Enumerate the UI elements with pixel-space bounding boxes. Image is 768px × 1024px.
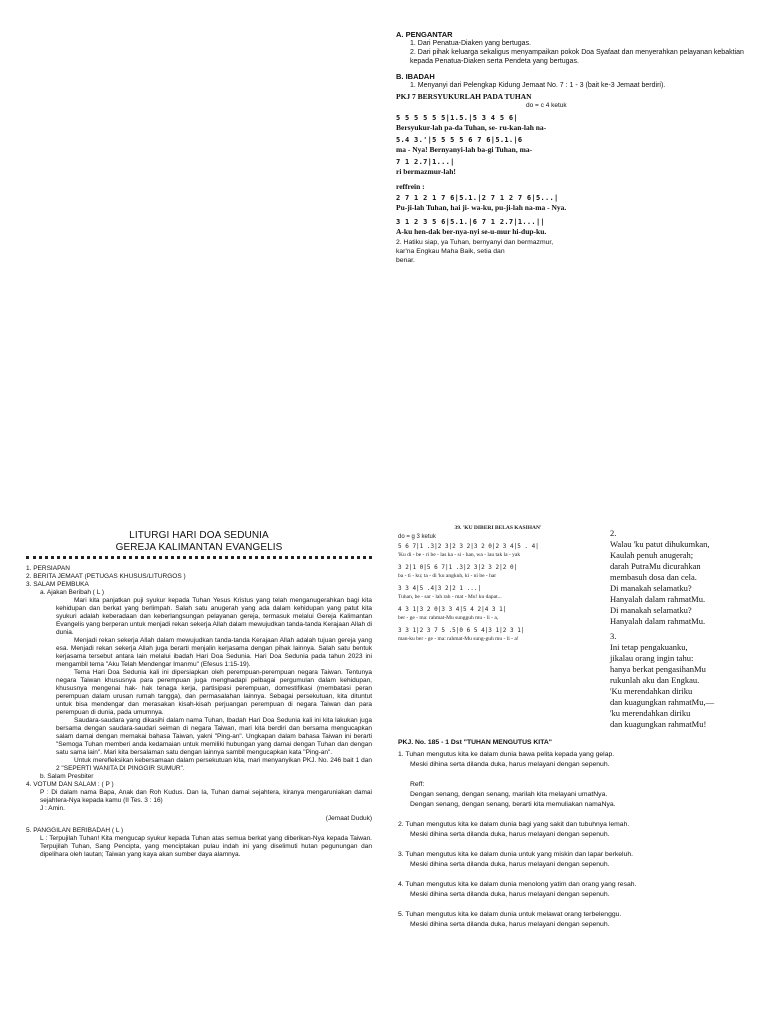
- score-lyrics: Pu-ji-lah Tuhan, hai ji- wa-ku, pu-ji-lah na-ma - Nya.: [396, 203, 567, 212]
- score-lyrics: man-ku ber - ge - ma: rahmat-Mu sung-guh mu - li - a!: [398, 636, 519, 642]
- score-title: 39. 'KU DIBERI BELAS KASIHAN': [454, 525, 542, 531]
- score-notes: 3 2|1 0|5 6 7|1 .3|2 3|2 3 2|2 0|: [398, 564, 518, 571]
- pkj-verse: [398, 820, 748, 840]
- verse-line: hanya berkat pengasihanMu: [610, 664, 706, 674]
- pengantar-item: 1. Dari Penatua-Diaken yang bertugas.: [410, 40, 532, 47]
- pengantar-item: 2. Dari pihak keluarga sekaligus menyampaikan pokok Doa Syafaat dan menyerahkan pelayanan kebaktian kepada Penatua-Diaken serta Pendeta yang bertugas.: [410, 49, 744, 65]
- pkj-line: Meski dihina serta dilanda duka, harus melayani dengan sepenuh.: [410, 921, 610, 928]
- pkj-verse: [398, 750, 748, 770]
- verse-line: darah PutraMu dicurahkan: [610, 561, 701, 571]
- title-divider: [26, 556, 372, 559]
- verse-line: benar.: [396, 257, 415, 264]
- liturgy-item: 4. VOTUM DAN SALAM : ( P ): [26, 781, 114, 788]
- pkj-line: 3. Tuhan mengutus kita ke dalam dunia untuk yang miskin dan lapar berkeluh.: [398, 851, 634, 858]
- reffrein-label: reffrein :: [396, 182, 425, 191]
- score-notes: 5 6 7|1 .3|2 3|2 3 2|3 2 0|2 3 4|5 . 4|: [398, 543, 539, 550]
- pkj-line: Dengan senang, dengan senang, marilah kita melayani umatNya.: [410, 791, 608, 798]
- votum-jemaat: J : Amin.: [40, 805, 65, 812]
- paragraph: Menjadi rekan sekerja Allah dalam mewujudkan tanda-tanda Kerajaan Allah adalah tujuan gereja yang esa. Menjadi rekan sekerja Allah juga berarti menjalin kerjasama dengan pihak lainnya. Salah satu bentuk kerjasama tersebut antara lain melalui ibadah Hari Doa Sedunia. Hari Doa Sedunia pada tahun 2023 ini mengambil tema "Aku Telah Mendengar Imanmu" (Efesus 1:15-19).: [56, 637, 372, 668]
- score-notes: 3 1 2 3 5 6|5.1.|6 7 1 2.7|1...||: [396, 218, 545, 226]
- pkj-verse: [398, 910, 748, 930]
- paragraph: Mari kita panjatkan puji syukur kepada Tuhan Yesus Kristus yang telah menganugerahkan bagi kita kehidupan dan berkat yang berlimpah. Salah satu anugerah yang ada dalam kehidupan yang patut kita syukuri adalah keberadaan dan keberlangsungan pelayanan gereja, termasuk melalui Gereja Kalimantan Evangelis yang berperan untuk menjadi rekan sekerja Allah dalam mewujudkan tanda-tanda Kerajaan Allah di dunia.: [56, 597, 372, 636]
- pkj-line: Reff:: [410, 781, 425, 788]
- verse-line: Hanyalah dalam rahmatMu.: [610, 616, 706, 626]
- score-notes: 3 3 1|2 3 7 5 .5|0 6 5 4|3 1|2 3 1|: [398, 627, 525, 634]
- verse-line: dan kuagungkan rahmatMu!: [610, 719, 707, 729]
- pkj-line: Meski dihina serta dilanda duka, harus melayani dengan sepenuh.: [410, 761, 610, 768]
- liturgy-title: LITURGI HARI DOA SEDUNIA: [129, 530, 269, 541]
- pkj-title: PKJ. No. 185 - 1 Dst "TUHAN MENGUTUS KITA": [398, 739, 552, 746]
- score-notes: 2 7 1 2 1 7 6|5.1.|2 7 1 2 7 6|5...|: [396, 194, 559, 202]
- score-notes: 4 3 1|3 2 0|3 3 4|5 4 2|4 3 1|: [398, 606, 507, 613]
- verse-line: jikalau orang ingin tahu:: [610, 653, 694, 663]
- hymn-score-pkj7: [396, 92, 758, 265]
- verse-line: 'Ku merendahkan diriku: [610, 686, 693, 696]
- score-notes: 5 5 5 5 5 5|1.5.|5 3 4 5 6|: [396, 114, 518, 122]
- pkj-line: 4. Tuhan mengutus kita ke dalam dunia menolong yatim dan orang yang resah.: [398, 881, 637, 888]
- score-key: do = c 4 ketuk: [526, 102, 567, 109]
- ibadah-item: 1. Menyanyi dari Pelengkap Kidung Jemaat No. 7 : 1 - 3 (bait ke-3 Jemaat berdiri).: [410, 82, 666, 89]
- score-lyrics: Bersyukur-lah pa-da Tuhan, se- ru-kan-lah na-: [396, 123, 547, 132]
- verse-line: rukunlah aku dan Engkau.: [610, 675, 700, 685]
- liturgy-item: 5. PANGGILAN BERIBADAH ( L ): [26, 827, 124, 834]
- liturgy-item: 2. BERITA JEMAAT (PETUGAS KHUSUS/LITURGOS ): [26, 573, 186, 580]
- score-lyrics: Tuhan, be - sar - lah rah - mat - Mu! ku dapat...: [398, 594, 502, 600]
- pkj-reff: [398, 780, 748, 810]
- sub-item-ajakan: a. Ajakan Beribah ( L ): [40, 589, 105, 596]
- verse-line: Kaulah penuh anugerah;: [610, 550, 694, 560]
- pkj-verse: [398, 880, 748, 900]
- votum-pendeta: P : Di dalam nama Bapa, Anak dan Roh Kudus. Dan Ia, Tuhan damai sejahtera, kiranya mengaruniakan damai sejahtera-Nya kepada kamu (II Tes. 3 : 16): [40, 789, 372, 804]
- score-lyrics: ri bermazmur-lah!: [396, 167, 456, 176]
- score-notes: 3 3 4|5 .4|3 2|2 1 ...|: [398, 585, 482, 592]
- pkj-line: Dengan senang, dengan senang, berarti kita memuliakan namaNya.: [410, 801, 616, 808]
- pkj-line: 5. Tuhan mengutus kita ke dalam dunia untuk melawat orang terbelenggu.: [398, 911, 622, 918]
- liturgy-item: 1. PERSIAPAN: [26, 565, 70, 572]
- score-notes: 5.4 3.'|5 5 5 5 6 7 6|5.1.|6: [396, 136, 523, 144]
- hymn-verses: [610, 528, 760, 730]
- score-lyrics: A-ku hen-dak ber-nya-nyi se-u-mur hi-dup-ku.: [396, 227, 547, 236]
- hymn-score-39: [398, 524, 598, 644]
- panggilan-liturgos: L : Terpujilah Tuhan! Kita mengucap syukur kepada Tuhan atas semua berkat yang diberikan-Nya kepada Taiwan. Terpujilah Tuhan, Sang Pencipta, yang menciptakan pulau indah ini yang diselimuti hutan pegunungan dan dipelihara oleh lautan; Taiwan yang kaya akan sumber daya alamnya.: [40, 835, 372, 858]
- paragraph: Untuk merefleksikan kebersamaan dalam persekutuan kita, mari menyanyikan PKJ. No. 246 bait 1 dan 2 "SEPERTI WANITA DI PINGGIR SUMUR".: [56, 757, 372, 772]
- opening-section: [396, 30, 758, 265]
- paragraph: Saudara-saudara yang dikasihi dalam nama Tuhan, Ibadah Hari Doa Sedunia kali ini kita lakukan juga bersama dengan saudara-saudari seiman di negara Taiwan, mari kita berdiri dan bersama mengucapkan salam damai dengan memakai bahasa Taiwan, yakni "Ping-an". Ungkapan dalam bahasa Taiwan ini berarti "Semoga Tuhan memberi anda kedamaian untuk memiliki hubungan yang damai dengan Tuhan dan dengan satu sama lain". Mari kita bersalaman satu dengan lainnya sambil mengucapkan kata "Ping-an".: [56, 717, 372, 756]
- pkj-line: Meski dihina serta dilanda duka, harus melayani dengan sepenuh.: [410, 831, 610, 838]
- paragraph: Tema Hari Doa Sedunia kali ini dipersiapkan oleh perempuan-perempuan negara Taiwan. Tentunya negara Taiwan khususnya para perempuan juga menghadapi pelbagai pergumulan dalam kehidupan, khususnya mengenai hak- hak tenaga kerja, partisipasi perempuan, domestifikasi (membatasi peran perempuan dalam urusan rumah tangga), dan permasalahan lainnya. Sebagai persekutuan, kita dituntut untuk bisa mendengar dan merasakan kisah-kisah perjuangan perempuan di negara Taiwan dan para perempuan di dunia, pada umumnya.: [56, 669, 372, 716]
- score-lyrics: 'Ku di - be - ri be - las ka - si - han, wa - lau tak la - yak: [398, 552, 521, 558]
- pkj-line: 2. Tuhan mengutus kita ke dalam dunia bagi yang sakit dan tubuhnya lemah.: [398, 821, 630, 828]
- score-key: do = g 3 ketuk: [398, 534, 436, 540]
- liturgy-column: [26, 530, 372, 859]
- liturgy-item: 3. SALAM PEMBUKA: [26, 581, 89, 588]
- score-lyrics: ba - ti - ku; ta - di 'ku angkuh, ki - ni be - har: [398, 573, 497, 579]
- verse-line: Walau 'ku patut dihukumkan,: [610, 539, 710, 549]
- pkj-line: Meski dihina serta dilanda duka, harus melayani dengan sepenuh.: [410, 861, 610, 868]
- jemaat-duduk-note: (Jemaat Duduk): [325, 815, 372, 822]
- verse-line: Hanyalah dalam rahmatMu.: [610, 594, 706, 604]
- score-title: PKJ 7 BERSYUKURLAH PADA TUHAN: [396, 92, 532, 101]
- verse-line: Di manakah selamatku?: [610, 583, 692, 593]
- pkj-verse: [398, 850, 748, 870]
- score-lyrics: ma - Nya! Bernyanyi-lah ba-gi Tuhan, ma-: [396, 145, 533, 154]
- verse-line: dan kuagungkan rahmatMu,—: [610, 697, 715, 707]
- pkj-185-section: [398, 738, 748, 940]
- verse-line: 3.: [610, 631, 617, 641]
- score-lyrics: ber - ge - ma: rahmat-Mu sungguh mu - li - a,: [398, 615, 499, 621]
- verse-line: 2. Hatiku siap, ya Tuhan, bernyanyi dan bermazmur,: [396, 239, 554, 246]
- pkj-line: Meski dihina serta dilanda duka, harus melayani dengan sepenuh.: [410, 891, 610, 898]
- verse-line: Di manakah selamatku?: [610, 605, 692, 615]
- verse-line: 2.: [610, 528, 617, 538]
- score-notes: 7 1 2.7|1...|: [396, 158, 455, 166]
- verse-line: 'ku merendahkan diriku: [610, 708, 691, 718]
- church-title: GEREJA KALIMANTAN EVANGELIS: [115, 542, 283, 553]
- ibadah-heading: B. IBADAH: [396, 72, 435, 81]
- verse-line: membasuh dosa dan cela.: [610, 572, 697, 582]
- pkj-line: 1. Tuhan mengutus kita ke dalam dunia bawa pelita kepada yang gelap.: [398, 751, 615, 758]
- verse-line: Ini tetap pengakuanku,: [610, 642, 688, 652]
- verse-line: kar'na Engkau Maha Baik, setia dan: [396, 248, 505, 255]
- sub-item-salam: b. Salam Presbiter: [40, 773, 94, 780]
- pengantar-heading: A. PENGANTAR: [396, 30, 453, 39]
